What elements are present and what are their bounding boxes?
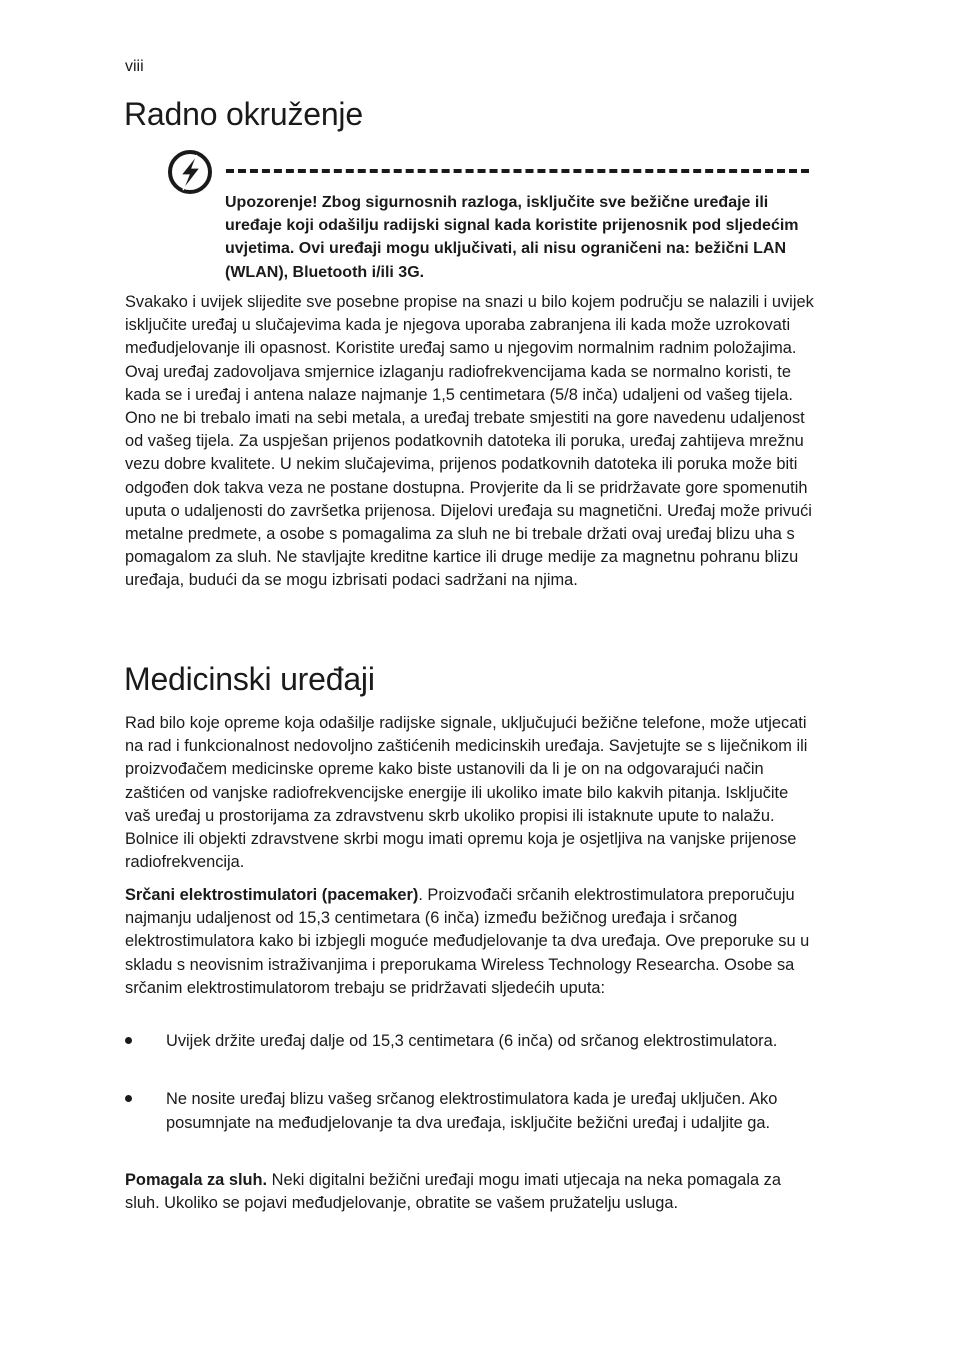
- pacemaker-text: . Proizvođači srčanih elektrostimulatora preporučuju najmanju udaljenost od 15,3 centimetara (6 inča) između bežičnog uređaja i srčanog elektrostimulatora kako bi izbjegli moguće međudjelovanje ta dva uređaja. Ove preporuke su u skladu s neovisnim istraživanjima i preporukama Wireless Technology Researcha. Osobe sa srčanim elektrostimulatorom trebaju se pridržavati sljedećih uputa:: [125, 886, 810, 997]
- hearing-aid-heading: Pomagala za sluh.: [125, 1171, 268, 1189]
- warning-text: Upozorenje! Zbog sigurnosnih razloga, isključite sve bežične uređaje ili uređaje koji odašilju radijski signal kada koristite prijenosnik pod sljedećim uvjetima. Ovi uređaji mogu uključivati, ali nisu ograničeni na: bežični LAN (WLAN), Bluetooth i/ili 3G.: [225, 194, 799, 281]
- page-number: viii: [125, 58, 144, 75]
- lightning-warning-icon: [167, 149, 213, 195]
- bullet-icon: [125, 1095, 132, 1102]
- pacemaker-heading: Srčani elektrostimulatori (pacemaker): [125, 886, 419, 904]
- hearing-aid-text: Neki digitalni bežični uređaji mogu imati utjecaja na neka pomagala za sluh. Ukoliko se pojavi međudjelovanje, obratite se vašem pružatelju usluga.: [125, 1171, 781, 1213]
- pacemaker-paragraph: [125, 884, 815, 1000]
- hearing-aid-paragraph: [125, 1169, 815, 1215]
- section-title-medicinski-uredaji: Medicinski uređaji: [124, 661, 375, 697]
- list-item-text: Uvijek držite uređaj dalje od 15,3 centimetara (6 inča) od srčanog elektrostimulatora.: [166, 1032, 778, 1050]
- list-item-text: Ne nosite uređaj blizu vašeg srčanog elektrostimulatora kada je uređaj uključen. Ako posumnjate na međudjelovanje ta dva uređaja, isključite bežični uređaj i udaljite ga.: [166, 1090, 778, 1132]
- medicinski-paragraph: Rad bilo koje opreme koja odašilje radijske signale, uključujući bežične telefone, može utjecati na rad i funkcionalnost nedovoljno zaštićenih medicinskih uređaja. Savjetujte se s liječnikom ili proizvođačem medicinske opreme kako biste ustanovili da li je on na odgovarajući način zaštićen od vanjske radiofrekvencijske energije ili ukoliko imate bilo kakvih pitanja. Isključite vaš uređaj u prostorijama za zdravstvenu skrb ukoliko propisi ili istaknute upute to nalažu. Bolnice ili objekti zdravstvene skrbi mogu imati opremu koja je osjetljiva na vanjske prijenose radiofrekvencija.: [125, 714, 808, 872]
- section-title-radno-okruzenje: Radno okruženje: [124, 96, 363, 132]
- warning-divider: [226, 169, 809, 173]
- radno-paragraph: Svakako i uvijek slijedite sve posebne propise na snazi u bilo kojem području se nalazili i uvijek isključite uređaj u slučajevima kada je njegova uporaba zabranjena ili kada može uzrokovati međudjelovanje ili opasnost. Koristite uređaj samo u njegovim normalnim radnim položajima. Ovaj uređaj zadovoljava smjernice izlaganju radiofrekvencijama kada se normalno koristi, te kada se i uređaj i antena nalaze najmanje 1,5 centimetara (5/8 inča) udaljeni od vašeg tijela. Ono ne bi trebalo imati na sebi metala, a uređaj trebate smjestiti na gore navedenu udaljenost od vašeg tijela. Za uspješan prijenos podatkovnih datoteka ili poruka, uređaj zahtijeva mrežnu vezu dobre kvalitete. U nekim slučajevima, prijenos podatkovnih datoteka ili poruka može biti odgođen dok takva veza ne postane dostupna. Provjerite da li se pridržavate gore spomenutih uputa o udaljenosti do završetka prijenosa. Dijelovi uređaja su magnetični. Uređaj može privući metalne predmete, a osobe s pomagalima za sluh ne bi trebale držati ovaj uređaj blizu uha s pomagalom za sluh. Ne stavljajte kreditne kartice ili druge medije za magnetnu pohranu blizu uređaja, budući da se mogu izbrisati podaci sadržani na njima.: [125, 293, 814, 590]
- bullet-icon: [125, 1037, 132, 1044]
